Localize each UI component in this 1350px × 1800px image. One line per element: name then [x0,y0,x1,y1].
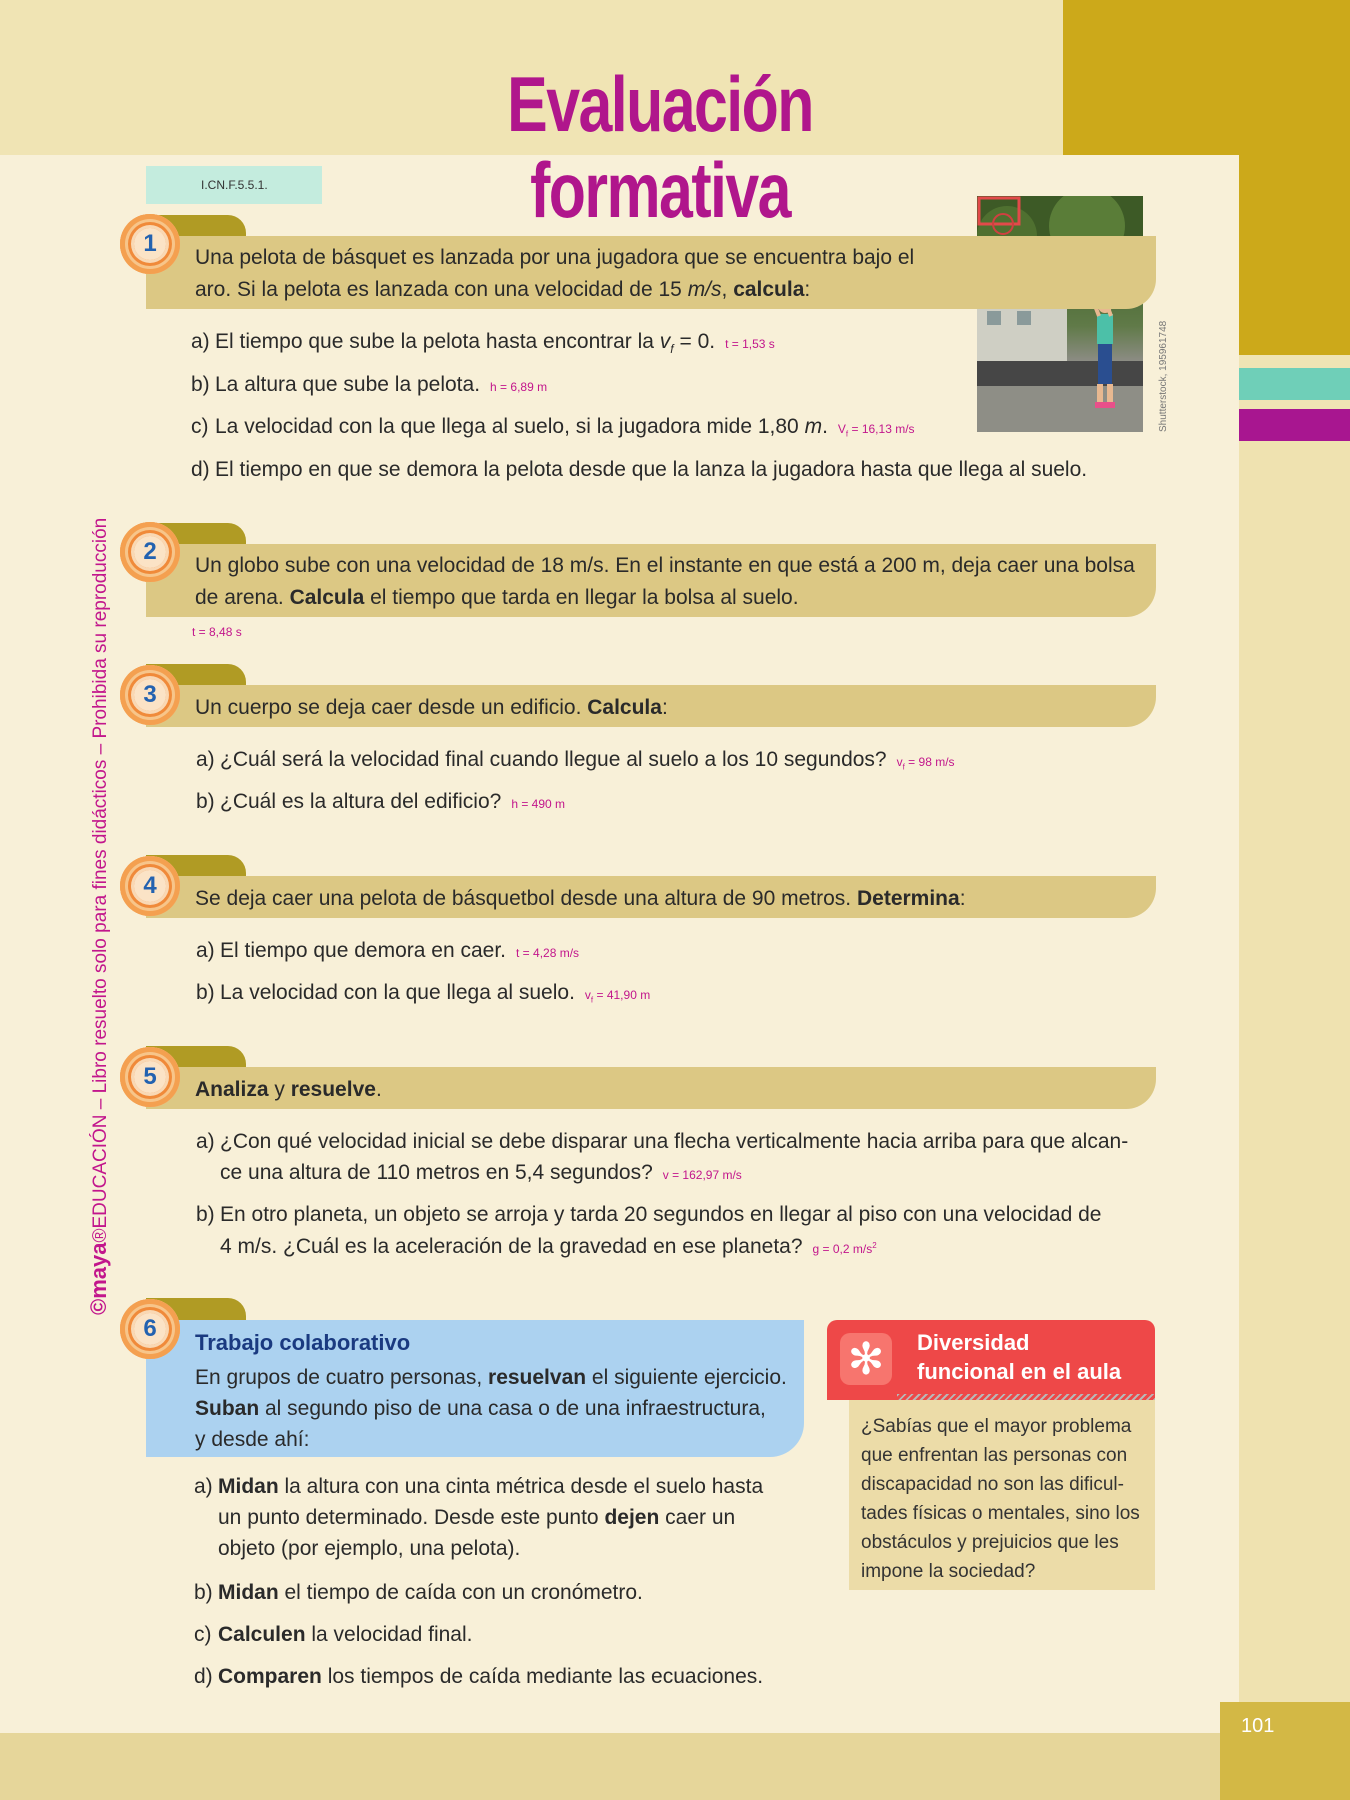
photo-credit: Shutterstock, 195961748 [1158,320,1169,432]
q4-stem: Se deja caer una pelota de básquetbol desde una altura de 90 metros. Determina: [195,887,966,910]
q5-stem: Analiza y resuelve. [195,1078,382,1101]
q6-number-badge: 6 [120,1299,180,1359]
q3-stem: Un cuerpo se deja caer desde un edificio. Calcula: [195,696,668,719]
q4-number-badge: 4 [120,856,180,916]
collab-instructions: En grupos de cuatro personas, resuelvan el siguiente ejercicio. Suban al segundo piso de una casa o de una infraestructura, y desde ahí: [195,1366,787,1451]
page-number: 101 [1241,1715,1275,1737]
q5-item-b: b) En otro planeta, un objeto se arroja y tarda 20 segundos en llegar al piso con una velocidad de 4 m/s. ¿Cuál es la aceleración de la gravedad en ese planeta? g = 0,2 $m/s^2$ [196,1203,1102,1258]
right-margin-strip [1239,441,1350,1702]
q2-stem: Un globo sube con una velocidad de 18 m/s. En el instante en que está a 200 m, deja caer una bolsa de arena. Calcula el tiempo que tarda en llegar la bolsa al suelo. [195,554,1135,609]
q4-item-b: b) La velocidad con la que llega al suelo. $v_f = 41,90$ m [196,981,651,1005]
page-number-box [1220,1702,1350,1800]
q6-item-b: b) Midan el tiempo de caída con un cronómetro. [194,1581,643,1604]
bottom-strip [0,1733,1350,1800]
collab-title: Trabajo colaborativo [195,1330,411,1355]
q5-number-badge: 5 [120,1047,180,1107]
page-title: Evaluación formativa [507,60,813,234]
q3-item-a: a) ¿Cuál será la velocidad final cuando llegue al suelo a los 10 segundos? $v_f = 98$ m/s [196,748,955,772]
q6-item-d: d) Comparen los tiempos de caída mediante las ecuaciones. [194,1665,764,1688]
q4-item-a: a) El tiempo que demora en caer. t = 4,28 m/s [196,939,580,962]
curriculum-code: I.CN.F.5.5.1. [146,166,322,204]
asterisk-flower-icon: ✻ [840,1333,892,1385]
q2-number-badge: 2 [120,522,180,582]
q3-number-badge: 3 [120,665,180,725]
magenta-strip [1239,409,1350,441]
q1-item-b: b) La altura que sube la pelota. h = 6,89 m [191,373,548,396]
q1-item-d: d) El tiempo en que se demora la pelota desde que la lanza la jugadora hasta que llega al suelo. [191,458,1088,481]
side-copyright: ©maya®EDUCACIÓN – Libro resuelto solo para fines didácticos – Prohibida su reproducción [86,517,111,1315]
q5-item-a: a) ¿Con qué velocidad inicial se debe disparar una flecha verticalmente hacia arriba para que alcan- ce una altura de 110 metros en 5,4 segundos? v = 162,97 m/s [196,1130,1129,1184]
q1-stem: Una pelota de básquet es lanzada por una jugadora que se encuentra bajo el aro. Si la pelota es lanzada con una velocidad de 15 m/s, calcula: [195,246,915,301]
q3-item-b: b) ¿Cuál es la altura del edificio? h = 490 m [196,790,566,813]
q1-item-c: c) La velocidad con la que llega al suelo, si la jugadora mide 1,80 m. $V_f = 16,13$ m/s [191,415,915,439]
basketball-photo [977,196,1143,432]
diversity-title: Diversidad funcional en el aula [917,1330,1122,1384]
q6-item-c: c) Calculen la velocidad final. [194,1623,473,1646]
q6-item-a: a) Midan la altura con una cinta métrica desde el suelo hasta un punto determinado. Desde este punto dejen caer un objeto (por ejemplo, una pelota). [194,1475,764,1560]
q2-answer: t = 8,48 s [192,625,242,639]
q1-item-a: a) El tiempo que sube la pelota hasta encontrar la $v_f = 0$. t = 1,53 s [191,330,775,357]
diversity-text: ¿Sabías que el mayor problema que enfrentan las personas con discapacidad no son las dificul-tades físicas o mentales, sino los obstáculos y prejuicios que les impone la sociedad? [861,1416,1140,1582]
teal-strip [1239,368,1350,400]
q1-number-badge: 1 [120,214,180,274]
